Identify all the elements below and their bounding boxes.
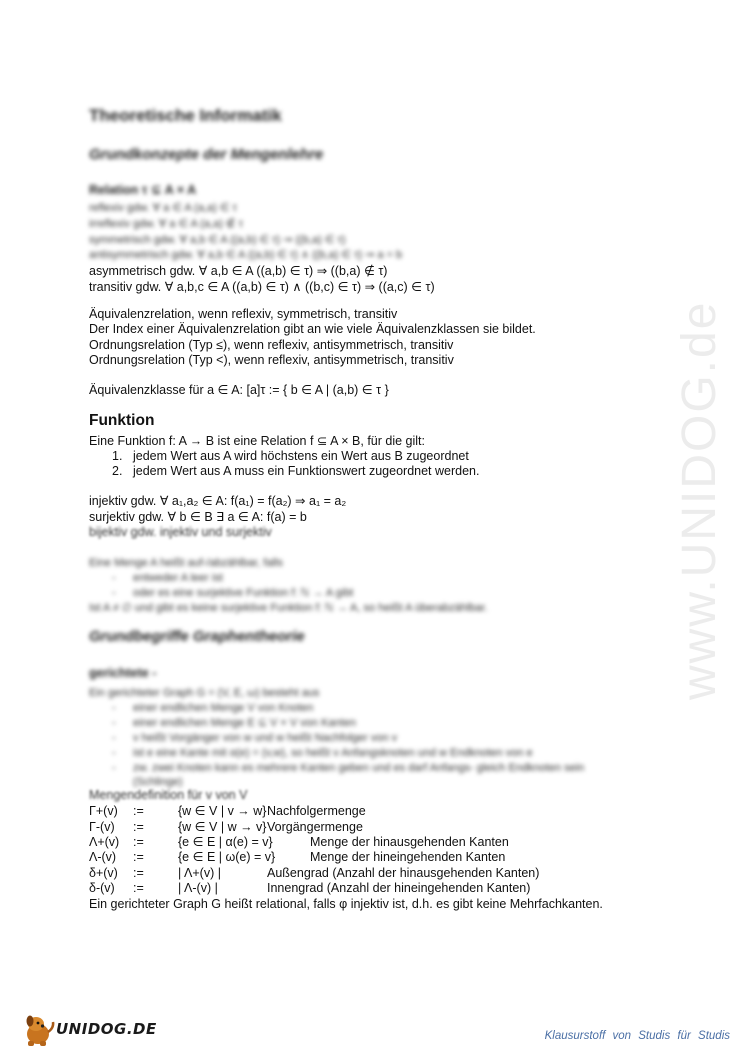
- mengendefinition: Mengendefinition für v von V: [89, 788, 248, 802]
- table-cell-op: :=: [133, 866, 144, 880]
- graph-line: (Schlinge): [133, 776, 183, 788]
- footer-tagline: Klausurstoff von Studis für Studis: [544, 1030, 730, 1042]
- list-number: 2.: [112, 464, 123, 478]
- surjektiv-def: surjektiv gdw. ∀ b ∈ B ∃ a ∈ A: f(a) = b: [89, 510, 307, 524]
- table-cell-op: :=: [133, 850, 144, 864]
- dash-bullet: -: [112, 762, 116, 774]
- dash-bullet: -: [112, 702, 116, 714]
- table-cell-symbol: Λ-(v): [89, 850, 117, 864]
- table-cell-symbol: δ-(v): [89, 881, 115, 895]
- graph-line: v heißt Vorgänger von w und w heißt Nachfolger von v: [133, 732, 398, 744]
- graph-line: einer endlichen Menge E ⊆ V × V von Kanten: [133, 717, 356, 729]
- table-cell-desc: Vorgängermenge: [267, 820, 363, 834]
- abzaehlbar-line: entweder A leer ist: [133, 572, 223, 584]
- relation-blurred-line: reflexiv gdw. ∀ a ∈ A (a,a) ∈ τ: [89, 202, 237, 214]
- graph-line: einer endlichen Menge V von Knoten: [133, 702, 314, 714]
- abzaehlbar-line: Eine Menge A heißt auf-/abzählbar, falls: [89, 557, 283, 569]
- unidog-logo[interactable]: [22, 1012, 157, 1048]
- injektiv-def: injektiv gdw. ∀ a₁,a₂ ∈ A: f(a₁) = f(a₂) ⇒ a₁ = a₂: [89, 494, 347, 508]
- table-cell-op: :=: [133, 881, 144, 895]
- equiv-class: Äquivalenzklasse für a ∈ A: [a]τ := { b ∈ A | (a,b) ∈ τ }: [89, 383, 389, 397]
- table-cell-desc: Menge der hineingehenden Kanten: [310, 850, 506, 864]
- section-heading-graphentheorie: Grundbegriffe Graphentheorie: [89, 628, 305, 645]
- table-cell-desc: Menge der hinausgehenden Kanten: [310, 835, 509, 849]
- abzaehlbar-line: oder es eine surjektive Funktion f: ℕ → A gibt: [133, 587, 354, 599]
- equiv-line: Der Index einer Äquivalenzrelation gibt an wie viele Äquivalenzklassen sie bildet.: [89, 322, 536, 336]
- relational-def: Ein gerichteter Graph G heißt relational, falls φ injektiv ist, d.h. es gibt keine Mehrfachkanten.: [89, 897, 603, 911]
- table-cell-op: :=: [133, 820, 144, 834]
- relation-blurred-line: symmetrisch gdw. ∀ a,b ∈ A ((a,b) ∈ τ) ⇒ ((b,a) ∈ τ): [89, 234, 346, 246]
- table-cell-def: {e ∈ E | α(e) = v}: [178, 835, 273, 849]
- dash-bullet: -: [112, 717, 116, 729]
- table-cell-desc: Außengrad (Anzahl der hinausgehenden Kanten): [267, 866, 540, 880]
- table-cell-desc: Nachfolgermenge: [267, 804, 366, 818]
- table-cell-symbol: δ+(v): [89, 866, 118, 880]
- relation-blurred-line: antisymmetrisch gdw. ∀ a,b ∈ A ((a,b) ∈ τ) ∧ ((b,a) ∈ τ) ⇒ a = b: [89, 249, 403, 261]
- list-item: jedem Wert aus A wird höchstens ein Wert aus B zugeordnet: [133, 449, 469, 463]
- table-cell-symbol: Λ+(v): [89, 835, 120, 849]
- abzaehlbar-line: Ist A ≠ ∅ und gibt es keine surjektive Funktion f: ℕ → A, so heißt A überabzählbar.: [89, 602, 488, 614]
- list-number: 1.: [112, 449, 123, 463]
- watermark: www.UNIDOG.de: [673, 300, 726, 700]
- table-cell-def: | Λ+(v) |: [178, 866, 221, 880]
- dog-icon: [22, 1012, 56, 1048]
- equiv-line: Äquivalenzrelation, wenn reflexiv, symmetrisch, transitiv: [89, 307, 398, 321]
- table-cell-desc: Innengrad (Anzahl der hineingehenden Kanten): [267, 881, 531, 895]
- relation-asymmetrisch: asymmetrisch gdw. ∀ a,b ∈ A ((a,b) ∈ τ) ⇒ ((b,a) ∉ τ): [89, 264, 388, 278]
- table-cell-op: :=: [133, 804, 144, 818]
- dash-bullet: -: [112, 732, 116, 744]
- table-cell-op: :=: [133, 835, 144, 849]
- equiv-line: Ordnungsrelation (Typ <), wenn reflexiv, antisymmetrisch, transitiv: [89, 353, 454, 367]
- equiv-line: Ordnungsrelation (Typ ≤), wenn reflexiv, antisymmetrisch, transitiv: [89, 338, 454, 352]
- table-cell-def: {e ∈ E | ω(e) = v}: [178, 850, 276, 864]
- gerichtete-heading: gerichtete -: [89, 666, 157, 680]
- table-cell-symbol: Γ-(v): [89, 820, 115, 834]
- bijektiv-def: bijektiv gdw. injektiv und surjektiv: [89, 525, 272, 539]
- funktion-intro: Eine Funktion f: A → B ist eine Relation f ⊆ A × B, für die gilt:: [89, 434, 425, 448]
- document-title: Theoretische Informatik: [89, 106, 282, 125]
- table-cell-def: | Λ-(v) |: [178, 881, 218, 895]
- dash-bullet: -: [112, 747, 116, 759]
- table-cell-def: {w ∈ V | v → w}: [178, 804, 267, 818]
- relation-transitiv: transitiv gdw. ∀ a,b,c ∈ A ((a,b) ∈ τ) ∧ ((b,c) ∈ τ) ⇒ ((a,c) ∈ τ): [89, 280, 435, 294]
- dash-bullet: -: [112, 587, 116, 599]
- graph-line: zw. zwei Knoten kann es mehrere Kanten geben und es darf Anfangs- gleich Endknoten sein: [133, 762, 585, 774]
- list-item: jedem Wert aus A muss ein Funktionswert zugeordnet werden.: [133, 464, 480, 478]
- funktion-heading: Funktion: [89, 412, 155, 429]
- table-cell-def: {w ∈ V | w → v}: [178, 820, 267, 834]
- graph-line: ist e eine Kante mit α(e) = (v,w), so heißt v Anfangsknoten und w Endknoten von e: [133, 747, 533, 759]
- graph-line: Ein gerichteter Graph G = (V, E, ω) besteht aus: [89, 687, 320, 699]
- dash-bullet: -: [112, 572, 116, 584]
- logo-text: UNIDOG.DE: [56, 1020, 157, 1038]
- table-cell-symbol: Γ+(v): [89, 804, 118, 818]
- section-heading-mengenlehre: Grundkonzepte der Mengenlehre: [89, 146, 324, 163]
- relation-heading: Relation τ ⊆ A × A: [89, 183, 197, 197]
- relation-blurred-line: irreflexiv gdw. ∀ a ∈ A (a,a) ∉ τ: [89, 218, 243, 230]
